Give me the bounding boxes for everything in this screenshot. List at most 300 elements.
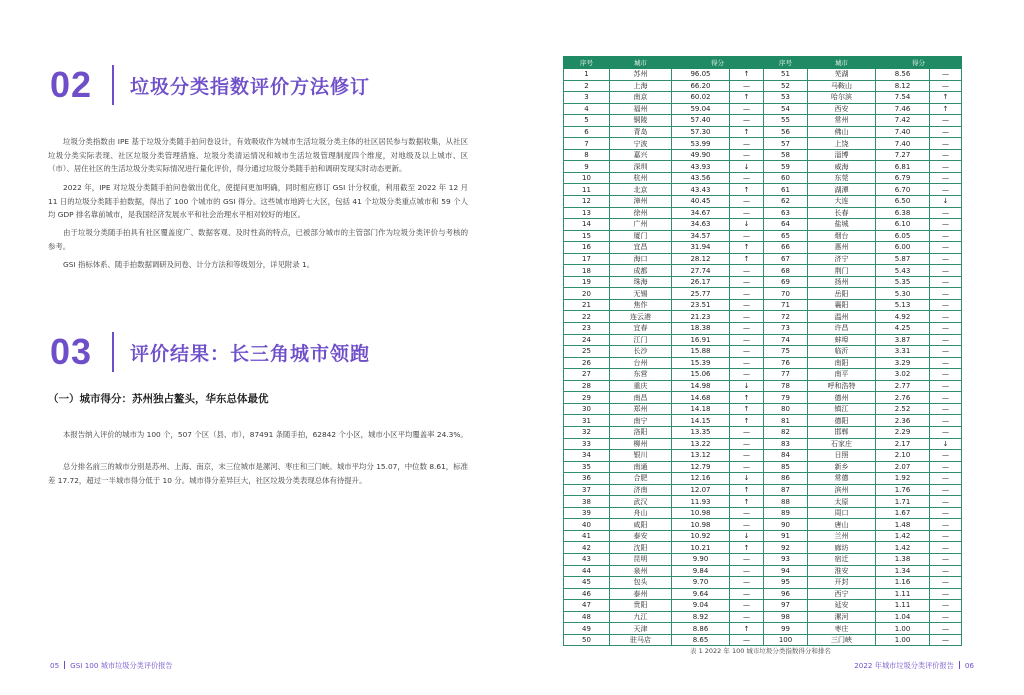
rank-cell: 80	[764, 403, 808, 415]
rank-cell: 27	[564, 369, 610, 381]
score-cell: 2.17	[876, 438, 930, 450]
score-cell: 8.86	[672, 623, 730, 635]
score-cell: 9.04	[672, 600, 730, 612]
rank-cell: 34	[564, 450, 610, 462]
trend-cell: —	[930, 380, 962, 392]
city-cell: 漳州	[610, 196, 672, 208]
score-cell: 3.31	[876, 346, 930, 358]
table-row	[564, 392, 962, 404]
city-cell: 南阳	[808, 357, 876, 369]
rank-cell: 87	[764, 484, 808, 496]
rank-cell: 59	[764, 161, 808, 173]
city-cell: 常德	[808, 473, 876, 485]
city-cell: 淮安	[808, 565, 876, 577]
score-cell: 1.00	[876, 634, 930, 646]
score-cell: 1.11	[876, 588, 930, 600]
table-header-row	[564, 57, 962, 69]
trend-cell: ↑	[730, 392, 764, 404]
paragraph: 由于垃圾分类随手拍具有社区覆盖度广、数据客观、及时性高的特点，已被部分城市的主管部门作为垃圾分类评价与考核的参考。	[48, 228, 468, 251]
score-cell: 2.29	[876, 426, 930, 438]
city-cell: 南昌	[610, 392, 672, 404]
score-cell: 12.79	[672, 461, 730, 473]
table-row	[564, 207, 962, 219]
trend-cell: ↑	[730, 484, 764, 496]
trend-cell: —	[930, 149, 962, 161]
rank-cell: 37	[564, 484, 610, 496]
city-cell: 上饶	[808, 138, 876, 150]
table-row	[564, 507, 962, 519]
city-cell: 湖潭	[808, 184, 876, 196]
city-cell: 大连	[808, 196, 876, 208]
rank-cell: 67	[764, 253, 808, 265]
table-row	[564, 69, 962, 81]
rank-cell: 28	[564, 380, 610, 392]
trend-cell: —	[930, 115, 962, 127]
city-cell: 西安	[808, 103, 876, 115]
score-cell: 1.48	[876, 519, 930, 531]
score-cell: 34.57	[672, 230, 730, 242]
trend-cell: ↑	[730, 92, 764, 104]
table-row	[564, 519, 962, 531]
table-row	[564, 380, 962, 392]
city-cell: 厦门	[610, 230, 672, 242]
trend-cell: —	[730, 196, 764, 208]
city-cell: 上海	[610, 80, 672, 92]
score-cell: 6.38	[876, 207, 930, 219]
trend-cell: —	[730, 334, 764, 346]
table-row	[564, 623, 962, 635]
rank-cell: 58	[764, 149, 808, 161]
score-cell: 60.02	[672, 92, 730, 104]
table-row	[564, 426, 962, 438]
trend-cell: ↑	[730, 253, 764, 265]
city-cell: 南通	[610, 461, 672, 473]
table-row	[564, 369, 962, 381]
rank-cell: 76	[764, 357, 808, 369]
trend-cell: ↓	[930, 196, 962, 208]
trend-cell: —	[930, 172, 962, 184]
table-row	[564, 219, 962, 231]
trend-cell: —	[730, 346, 764, 358]
table-row	[564, 196, 962, 208]
city-cell: 连云港	[610, 311, 672, 323]
table-row	[564, 242, 962, 254]
score-cell: 1.38	[876, 553, 930, 565]
rank-cell: 91	[764, 530, 808, 542]
city-cell: 福州	[610, 103, 672, 115]
city-cell: 泰安	[610, 530, 672, 542]
rank-cell: 52	[764, 80, 808, 92]
rank-cell: 100	[764, 634, 808, 646]
city-cell: 德州	[808, 392, 876, 404]
city-cell: 徐州	[610, 207, 672, 219]
rank-cell: 31	[564, 415, 610, 427]
trend-cell: —	[730, 634, 764, 646]
score-cell: 1.04	[876, 611, 930, 623]
city-cell: 廊坊	[808, 542, 876, 554]
city-cell: 长沙	[610, 346, 672, 358]
city-cell: 江门	[610, 334, 672, 346]
city-cell: 太原	[808, 496, 876, 508]
score-cell: 6.81	[876, 161, 930, 173]
rank-cell: 71	[764, 299, 808, 311]
score-cell: 9.84	[672, 565, 730, 577]
trend-cell: —	[730, 553, 764, 565]
trend-cell: —	[730, 565, 764, 577]
rank-cell: 98	[764, 611, 808, 623]
trend-cell: ↓	[730, 161, 764, 173]
paragraph: 2022 年，IPE 对垃圾分类随手拍问卷做出优化，使提问更加明确，同时相应修订 GSI 计分权重，利用截至 2022 年 12 月 11 日的垃圾分类随手拍数据，得出了 100 个城市的 GSI 得分。这些城市地跨七大区，包括 41 个垃圾分类重点城市和 59 个人均 GDP 排名靠前城市，是我国经济发展水平和社会治理水平相对较好的地区。	[48, 183, 468, 220]
score-cell: 13.22	[672, 438, 730, 450]
score-cell: 7.40	[876, 126, 930, 138]
rank-cell: 65	[764, 230, 808, 242]
city-cell: 长春	[808, 207, 876, 219]
table-row	[564, 438, 962, 450]
score-cell: 9.90	[672, 553, 730, 565]
trend-cell: —	[930, 484, 962, 496]
score-cell: 1.42	[876, 530, 930, 542]
table-row	[564, 92, 962, 104]
score-cell: 34.67	[672, 207, 730, 219]
score-cell: 23.51	[672, 299, 730, 311]
score-cell: 2.36	[876, 415, 930, 427]
section-divider	[112, 65, 114, 105]
score-cell: 96.05	[672, 69, 730, 81]
city-cell: 宁波	[610, 138, 672, 150]
city-cell: 荆门	[808, 265, 876, 277]
trend-cell: —	[930, 265, 962, 277]
rank-cell: 85	[764, 461, 808, 473]
score-cell: 49.90	[672, 149, 730, 161]
city-cell: 许昌	[808, 323, 876, 335]
rank-cell: 99	[764, 623, 808, 635]
trend-cell: —	[930, 611, 962, 623]
score-cell: 26.17	[672, 276, 730, 288]
trend-cell: —	[730, 450, 764, 462]
trend-cell: —	[730, 600, 764, 612]
rank-cell: 36	[564, 473, 610, 485]
table-row	[564, 138, 962, 150]
trend-cell: —	[930, 276, 962, 288]
city-cell: 兰州	[808, 530, 876, 542]
city-cell: 珠海	[610, 276, 672, 288]
city-cell: 扬州	[808, 276, 876, 288]
rank-cell: 29	[564, 392, 610, 404]
score-cell: 43.56	[672, 172, 730, 184]
city-cell: 滨州	[808, 484, 876, 496]
city-cell: 舟山	[610, 507, 672, 519]
score-cell: 14.68	[672, 392, 730, 404]
score-cell: 10.98	[672, 507, 730, 519]
trend-cell: —	[930, 507, 962, 519]
trend-cell: —	[730, 80, 764, 92]
table-row	[564, 473, 962, 485]
table-row	[564, 588, 962, 600]
rank-cell: 26	[564, 357, 610, 369]
score-cell: 18.38	[672, 323, 730, 335]
city-cell: 马鞍山	[808, 80, 876, 92]
score-cell: 12.16	[672, 473, 730, 485]
rank-cell: 84	[764, 450, 808, 462]
score-cell: 6.05	[876, 230, 930, 242]
trend-cell: —	[730, 103, 764, 115]
table-row	[564, 530, 962, 542]
city-cell: 广州	[610, 219, 672, 231]
city-cell: 银川	[610, 450, 672, 462]
rank-cell: 86	[764, 473, 808, 485]
table-row	[564, 323, 962, 335]
trend-cell: —	[930, 588, 962, 600]
trend-cell: —	[730, 323, 764, 335]
score-cell: 8.56	[876, 69, 930, 81]
rank-cell: 32	[564, 426, 610, 438]
rank-cell: 2	[564, 80, 610, 92]
rank-cell: 74	[764, 334, 808, 346]
score-cell: 5.35	[876, 276, 930, 288]
trend-cell: —	[930, 161, 962, 173]
score-cell: 2.07	[876, 461, 930, 473]
paragraph: 本报告纳入评价的城市为 100 个，507 个区（县、市），87491 条随手拍，62842 个小区，城市小区平均覆盖率 24.3%。	[63, 430, 468, 439]
score-cell: 7.42	[876, 115, 930, 127]
score-cell: 6.00	[876, 242, 930, 254]
score-cell: 43.43	[672, 184, 730, 196]
score-cell: 57.40	[672, 115, 730, 127]
trend-cell: —	[730, 611, 764, 623]
rank-cell: 38	[564, 496, 610, 508]
trend-cell: —	[730, 115, 764, 127]
rank-cell: 72	[764, 311, 808, 323]
table-row	[564, 126, 962, 138]
rank-cell: 39	[564, 507, 610, 519]
score-cell: 5.43	[876, 265, 930, 277]
city-cell: 九江	[610, 611, 672, 623]
city-cell: 台州	[610, 357, 672, 369]
rank-cell: 4	[564, 103, 610, 115]
score-cell: 31.94	[672, 242, 730, 254]
table-body	[564, 69, 962, 646]
trend-cell: —	[930, 565, 962, 577]
table-row	[564, 80, 962, 92]
city-cell: 深圳	[610, 161, 672, 173]
city-cell: 唐山	[808, 519, 876, 531]
table-row	[564, 288, 962, 300]
rank-cell: 9	[564, 161, 610, 173]
city-cell: 漯河	[808, 611, 876, 623]
page-number: 06	[964, 661, 974, 670]
trend-cell: —	[930, 334, 962, 346]
rank-cell: 41	[564, 530, 610, 542]
trend-cell: ↑	[730, 126, 764, 138]
rank-cell: 3	[564, 92, 610, 104]
score-cell: 11.93	[672, 496, 730, 508]
trend-cell: ↑	[730, 415, 764, 427]
rank-cell: 16	[564, 242, 610, 254]
trend-cell: —	[730, 577, 764, 589]
city-cell: 无锡	[610, 288, 672, 300]
city-cell: 北京	[610, 184, 672, 196]
rank-cell: 93	[764, 553, 808, 565]
score-cell: 27.74	[672, 265, 730, 277]
trend-cell: —	[930, 242, 962, 254]
table-row	[564, 403, 962, 415]
city-cell: 嘉兴	[610, 149, 672, 161]
trend-cell: —	[930, 138, 962, 150]
city-cell: 武汉	[610, 496, 672, 508]
table-row	[564, 149, 962, 161]
score-cell: 59.04	[672, 103, 730, 115]
score-cell: 8.12	[876, 80, 930, 92]
table-row	[564, 311, 962, 323]
page-number: 05	[50, 661, 60, 670]
trend-cell: —	[730, 207, 764, 219]
score-cell: 1.92	[876, 473, 930, 485]
footer-divider	[64, 661, 65, 669]
city-cell: 蚌埠	[808, 334, 876, 346]
table-caption: 表 1 2022 年 100 城市垃圾分类指数得分和排名	[690, 647, 831, 655]
score-cell: 10.21	[672, 542, 730, 554]
city-cell: 威海	[808, 161, 876, 173]
rank-cell: 50	[564, 634, 610, 646]
city-cell: 驻马店	[610, 634, 672, 646]
city-cell: 包头	[610, 577, 672, 589]
ranking-table	[563, 56, 962, 646]
table-row	[564, 542, 962, 554]
city-cell: 郑州	[610, 403, 672, 415]
city-cell: 温州	[808, 311, 876, 323]
score-cell: 1.16	[876, 577, 930, 589]
city-cell: 南京	[610, 92, 672, 104]
table-row	[564, 496, 962, 508]
score-cell: 3.87	[876, 334, 930, 346]
rank-cell: 97	[764, 600, 808, 612]
rank-cell: 95	[764, 577, 808, 589]
city-cell: 海口	[610, 253, 672, 265]
city-cell: 苏州	[610, 69, 672, 81]
trend-cell: ↓	[730, 530, 764, 542]
table-row	[564, 415, 962, 427]
city-cell: 泰州	[610, 588, 672, 600]
rank-cell: 5	[564, 115, 610, 127]
city-cell: 宿迁	[808, 553, 876, 565]
header-score: 得分	[672, 57, 764, 69]
header-rank: 序号	[764, 57, 808, 69]
score-cell: 2.52	[876, 403, 930, 415]
header-rank: 序号	[564, 57, 610, 69]
trend-cell: ↑	[730, 184, 764, 196]
city-cell: 南宁	[610, 415, 672, 427]
rank-cell: 33	[564, 438, 610, 450]
table-row	[564, 357, 962, 369]
city-cell: 惠州	[808, 242, 876, 254]
score-cell: 8.92	[672, 611, 730, 623]
trend-cell: ↓	[730, 219, 764, 231]
footer-right	[854, 661, 974, 671]
rank-cell: 22	[564, 311, 610, 323]
rank-cell: 94	[764, 565, 808, 577]
trend-cell: —	[730, 276, 764, 288]
score-cell: 57.30	[672, 126, 730, 138]
score-cell: 6.10	[876, 219, 930, 231]
score-cell: 7.54	[876, 92, 930, 104]
rank-cell: 81	[764, 415, 808, 427]
rank-cell: 23	[564, 323, 610, 335]
score-cell: 10.92	[672, 530, 730, 542]
city-cell: 岳阳	[808, 288, 876, 300]
city-cell: 沈阳	[610, 542, 672, 554]
trend-cell: —	[930, 577, 962, 589]
rank-cell: 62	[764, 196, 808, 208]
table-row	[564, 172, 962, 184]
rank-cell: 96	[764, 588, 808, 600]
table-row	[564, 161, 962, 173]
city-cell: 焦作	[610, 299, 672, 311]
score-cell: 6.70	[876, 184, 930, 196]
footer-title: GSI 100 城市垃圾分类评价报告	[70, 661, 173, 670]
score-cell: 12.07	[672, 484, 730, 496]
header-city: 城市	[610, 57, 672, 69]
trend-cell: —	[930, 311, 962, 323]
trend-cell: ↓	[730, 473, 764, 485]
city-cell: 成都	[610, 265, 672, 277]
trend-cell: ↑	[730, 69, 764, 81]
city-cell: 东莞	[808, 172, 876, 184]
city-cell: 济宁	[808, 253, 876, 265]
city-cell: 洛阳	[610, 426, 672, 438]
city-cell: 延安	[808, 600, 876, 612]
section-number: 03	[50, 331, 93, 372]
city-cell: 新乡	[808, 461, 876, 473]
trend-cell: ↑	[930, 92, 962, 104]
rank-cell: 64	[764, 219, 808, 231]
rank-cell: 48	[564, 611, 610, 623]
city-cell: 周口	[808, 507, 876, 519]
trend-cell: —	[930, 299, 962, 311]
trend-cell: ↑	[730, 496, 764, 508]
trend-cell: —	[930, 634, 962, 646]
trend-cell: —	[730, 461, 764, 473]
score-cell: 1.34	[876, 565, 930, 577]
rank-cell: 8	[564, 149, 610, 161]
score-cell: 7.46	[876, 103, 930, 115]
rank-cell: 82	[764, 426, 808, 438]
city-cell: 临沂	[808, 346, 876, 358]
score-cell: 2.76	[876, 392, 930, 404]
rank-cell: 12	[564, 196, 610, 208]
city-cell: 昆明	[610, 553, 672, 565]
rank-cell: 51	[764, 69, 808, 81]
score-cell: 15.39	[672, 357, 730, 369]
rank-cell: 21	[564, 299, 610, 311]
rank-cell: 88	[764, 496, 808, 508]
score-cell: 14.98	[672, 380, 730, 392]
section-title: 垃圾分类指数评价方法修订	[130, 75, 371, 98]
table-row	[564, 461, 962, 473]
score-cell: 4.25	[876, 323, 930, 335]
trend-cell: —	[730, 138, 764, 150]
table-row	[564, 553, 962, 565]
table-row	[564, 265, 962, 277]
score-cell: 1.76	[876, 484, 930, 496]
table-row	[564, 276, 962, 288]
rank-cell: 42	[564, 542, 610, 554]
city-cell: 贵阳	[610, 600, 672, 612]
trend-cell: —	[930, 392, 962, 404]
city-cell: 烟台	[808, 230, 876, 242]
city-cell: 宜昌	[610, 242, 672, 254]
table-row	[564, 634, 962, 646]
rank-cell: 53	[764, 92, 808, 104]
trend-cell: —	[930, 253, 962, 265]
